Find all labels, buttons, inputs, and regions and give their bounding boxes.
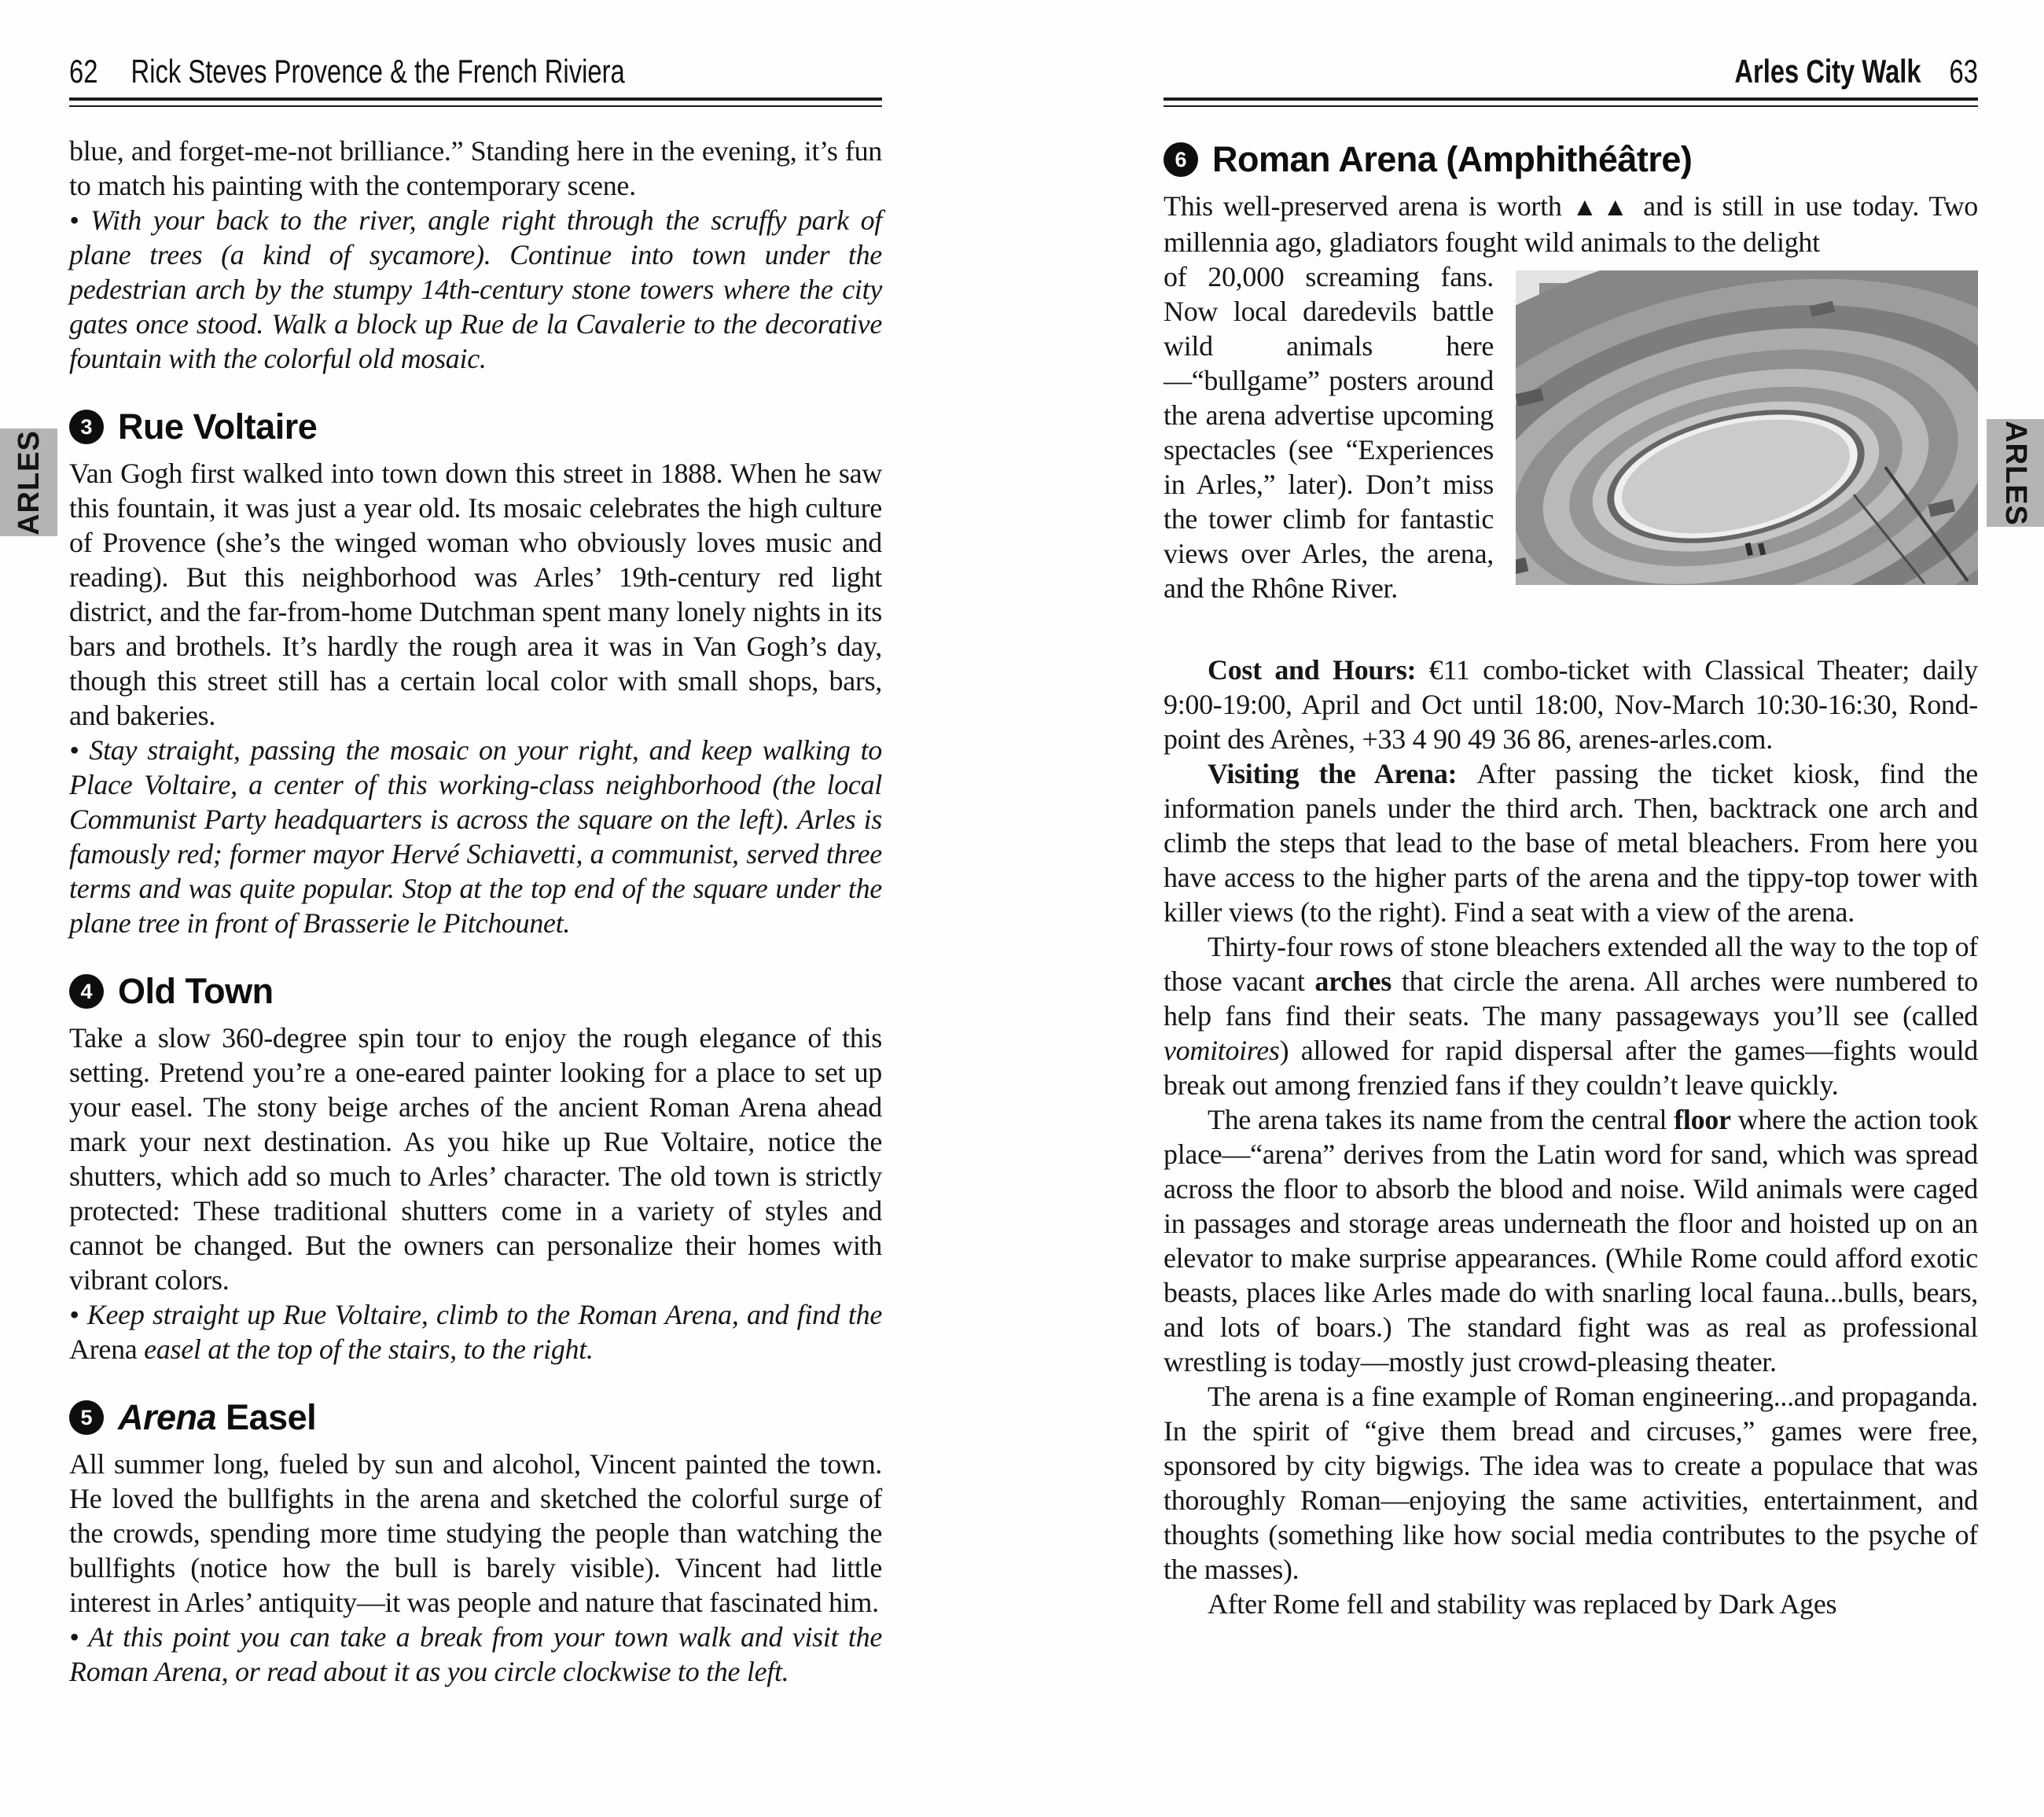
section-heading-arena-easel: [69, 1398, 882, 1437]
left-page-column: [69, 134, 882, 1689]
section-title-roman-arena: Roman Arena (Amphithéâtre): [1212, 139, 1693, 179]
section-heading-old-town: [69, 972, 882, 1011]
running-title-right: Arles City Walk: [1734, 53, 1921, 90]
paragraph-rue-voltaire: Van Gogh first walked into town down this street in 1888. When he saw this fountain, it was just a year old. Its mosaic celebrates the high culture of Provence (she’s the winged woman who obviously loves music and reading). But this neighborhood was Arles’ 19th-century red light district, and the far-from-home Dutchman spent many lonely nights in its bars and brothels. It’s hardly the rough area it was in Van Gogh’s day, though this street still has a certain local color with small shops, bars, and bakeries.: [69, 458, 882, 731]
walking-directions-to-roman-arena: • Keep straight up Rue Voltaire, climb to the Roman Arena, and find the Arena easel at the top of the stairs, to the right.: [69, 1299, 882, 1365]
paragraph-roman-engineering: The arena is a fine example of Roman engineering...and propaganda. In the spirit of “give them bread and circuses,” games were free, sponsored by city bigwigs. The idea was to create a populace that was thoroughly Roman—enjoying the same activities, entertainment, and thoughts (something like how social media contributes to the psyche of the masses).: [1164, 1381, 1978, 1585]
side-tab-label-right: ARLES: [1998, 420, 2032, 526]
paragraph-arena-easel: All summer long, fueled by sun and alcohol, Vincent painted the town. He loved the bullfights in the arena and sketched the colorful surge of the crowds, spending more time studying the people than watching the bullfights (notice how the bull is barely visible). Vincent had little interest in Arles’ antiquity—it was people and nature that fascinated him.: [69, 1448, 882, 1618]
section-heading-rue-voltaire: [69, 407, 882, 447]
paragraph-roman-arena-intro: This well-preserved arena is worth ▲▲ and is still in use today. Two millennia ago, gladiators fought wild animals to the delight: [1164, 190, 1978, 258]
page-number-left: 62: [69, 53, 98, 90]
header-rule-left: [69, 97, 882, 107]
side-tab-arles-left: [0, 429, 57, 536]
section-title-rue-voltaire: Rue Voltaire: [118, 406, 318, 447]
running-title-left: Rick Steves Provence & the French Riviera: [131, 53, 625, 90]
running-header-left: [69, 53, 882, 91]
paragraph-old-town: Take a slow 360-degree spin tour to enjoy the rough elegance of this setting. Pretend you’re a one-eared painter looking for a place to set up your easel. The stony beige arches of the ancient Roman Arena ahead mark your next destination. As you hike up Rue Voltaire, notice the shutters, which add so much to Arles’ character. The old town is strictly protected: These traditional shutters come in a variety of styles and cannot be changed. But the owners can personalize their homes with vibrant colors.: [69, 1022, 882, 1296]
arena-photo-illustration: [1516, 270, 1978, 585]
side-tab-label-left: ARLES: [12, 429, 46, 535]
walking-directions-to-rue-voltaire: • With your back to the river, angle right through the scruffy park of plane trees (a kind of sycamore). Continue into town under the pedestrian arch by the stumpy 14th-century stone towers where the city gates once stood. Walk a block up Rue de la Cavalerie to the decorative fountain with the colorful old mosaic.: [69, 204, 882, 374]
section-title-old-town: Old Town: [118, 971, 274, 1011]
paragraph-after-rome-fell: After Rome fell and stability was replaced by Dark Ages: [1208, 1588, 1837, 1620]
section-number-badge-4: 4: [69, 974, 104, 1009]
paragraph-arena-floor: The arena takes its name from the central floor where the action took place—“arena” derives from the Latin word for sand, which was spread across the floor to absorb the blood and noise. Wild animals were caged in passages and storage areas underneath the floor and hoisted up on an elevator to make surprise appearances. (While Rome could afford exotic beasts, places like Arles made do with snarling local fauna...bulls, bears, and lots of boars.) The standard fight was as real as professional wrestling is today—mostly just crowd-pleasing theater.: [1164, 1104, 1978, 1377]
paragraph-continued-from-previous-page: blue, and forget-me-not brilliance.” Standing here in the evening, it’s fun to match his painting with the contemporary scene.: [69, 135, 882, 201]
page-number-right: 63: [1949, 53, 1978, 90]
walking-directions-to-place-voltaire: • Stay straight, passing the mosaic on your right, and keep walking to Place Voltaire, a center of this working-class neighborhood (the local Communist Party headquarters is across the square on the left). Arles is famously red; former mayor Hervé Schiavetti, a communist, served three terms and was quite popular. Stop at the top end of the square under the plane tree in front of Brasserie le Pitchounet.: [69, 734, 882, 939]
section-heading-roman-arena: [1164, 140, 1978, 179]
section-title-arena-easel: Arena Easel: [118, 1397, 317, 1437]
paragraph-roman-arena-intro-wrapped: of 20,000 screaming fans. Now local daredevils battle wild animals here—“bullgame” posters around the arena advertise upcoming spectacles (see “Experiences in Arles,” later). Don’t miss the tower climb for fantastic views over Arles, the arena, and the Rhône River.: [1164, 261, 1494, 604]
section-number-badge-3: 3: [69, 410, 104, 444]
paragraph-bleacher-rows: Thirty-four rows of stone bleachers extended all the way to the top of those vacant arches that circle the arena. All arches were numbered to help fans find their seats. The many passageways you’ll see (called vomitoires) allowed for rapid dispersal after the games—fights would break out among frenzied fans if they couldn’t leave quickly.: [1164, 931, 1978, 1101]
side-tab-arles-right: [1987, 419, 2044, 527]
rating-triangles: ▲▲: [1572, 193, 1634, 222]
section-number-badge-6: 6: [1164, 142, 1198, 177]
intro-text-and-photo: [1164, 259, 1978, 653]
right-page-column: [1164, 140, 1978, 1621]
paragraph-visiting-the-arena: Visiting the Arena: After passing the ticket kiosk, find the information panels under the third arch. Then, backtrack one arch and climb the steps that lead to the base of metal bleachers. From here you have access to the higher parts of the arena and the tippy-top tower with killer views (to the right). Find a seat with a view of the arena.: [1164, 758, 1978, 928]
walking-directions-break-option: • At this point you can take a break from your town walk and visit the Roman Arena, or read about it as you circle clockwise to the left.: [69, 1621, 882, 1687]
arena-photo: [1516, 270, 1978, 585]
paragraph-cost-and-hours: Cost and Hours: €11 combo-ticket with Classical Theater; daily 9:00-19:00, April and Oct until 18:00, Nov-March 10:30-16:30, Rond-point des Arènes, +33 4 90 49 36 86, arenes-arles.com.: [1164, 654, 1978, 755]
section-number-badge-5: 5: [69, 1400, 104, 1435]
running-header-right: [1164, 53, 1978, 91]
header-rule-right: [1164, 97, 1978, 107]
